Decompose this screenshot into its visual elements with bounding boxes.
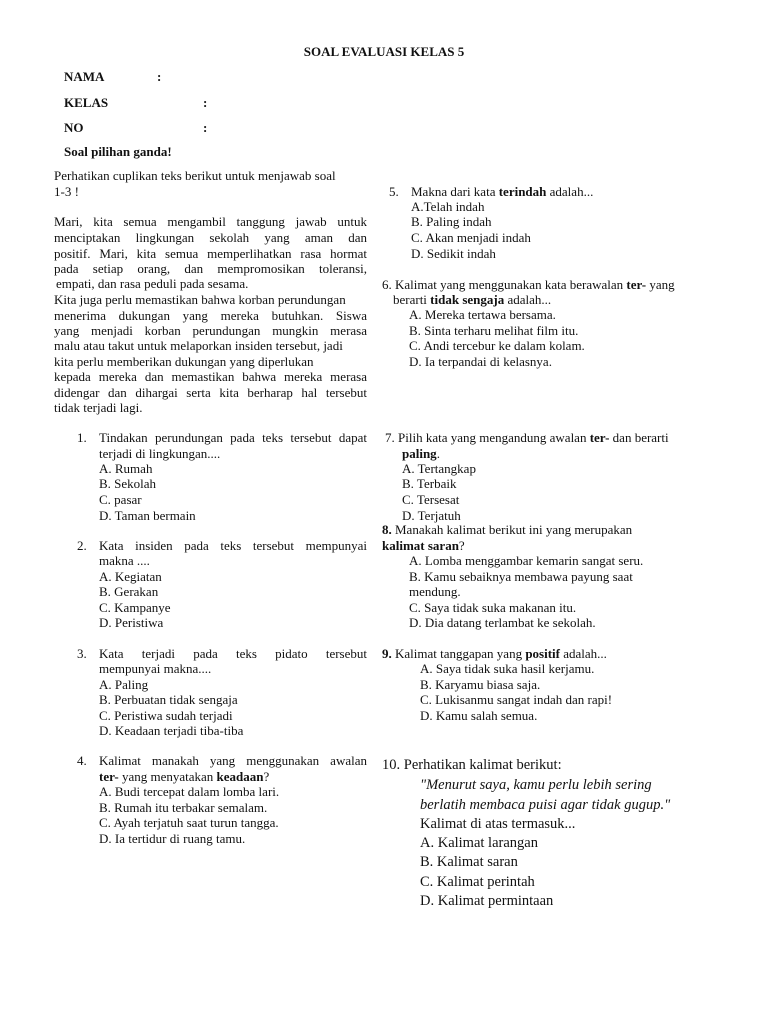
passage-line: positif. Mari, kita semua memperlihatkan rasa hormat xyxy=(54,246,367,261)
option-b[interactable]: B. Kamu sebaiknya membawa payung saat xyxy=(409,569,633,584)
option-c[interactable]: C. pasar xyxy=(99,492,142,507)
section-heading: Soal pilihan ganda! xyxy=(64,144,172,159)
option-a[interactable]: A.Telah indah xyxy=(411,199,485,214)
passage-line: menciptakan lingkungan sekolah yang aman dan xyxy=(54,230,367,245)
passage-line: pada setiap orang, dan mempromosikan toleransi, xyxy=(54,261,367,276)
passage-line: kepada mereka dan memastikan bahwa mereka merasa xyxy=(54,369,367,384)
option-b[interactable]: B. Perbuatan tidak sengaja xyxy=(99,692,238,707)
passage-line: tidak terjadi lagi. xyxy=(54,400,143,415)
option-b[interactable]: B. Terbaik xyxy=(402,476,457,491)
prefix-ter: ter- xyxy=(626,277,647,292)
option-b[interactable]: B. Sekolah xyxy=(99,476,157,491)
quote-line-1: "Menurut saya, kamu perlu lebih sering xyxy=(420,777,652,793)
option-d[interactable]: D. Keadaan terjadi tiba-tiba xyxy=(99,723,244,738)
passage-line: malu atau takut untuk melaporkan insiden tersebut, jadi xyxy=(54,338,343,353)
option-a[interactable]: A. Mereka tertawa bersama. xyxy=(409,307,556,322)
question-stem-cont: Kalimat di atas termasuk... xyxy=(420,816,576,832)
option-c[interactable]: C. Kalimat perintah xyxy=(420,874,535,890)
option-a[interactable]: A. Budi tercepat dalam lomba lari. xyxy=(99,784,280,799)
question-stem-cont: kalimat saran? xyxy=(382,538,465,553)
question-stem: 10. Perhatikan kalimat berikut: xyxy=(382,757,562,773)
option-c[interactable]: C. Peristiwa sudah terjadi xyxy=(99,708,233,723)
question-stem: Makna dari kata terindah adalah... xyxy=(411,184,594,199)
option-b[interactable]: B. Rumah itu terbakar semalam. xyxy=(99,800,268,815)
question-stem-cont: berarti tidak sengaja adalah... xyxy=(393,292,552,307)
option-a[interactable]: A. Lomba menggambar kemarin sangat seru. xyxy=(409,553,644,568)
passage-line: yang menjadi korban perundungan mungkin merasa xyxy=(54,323,367,338)
question-stem: Kalimat manakah yang menggunakan awalan xyxy=(99,753,367,768)
question-stem: 7. Pilih kata yang mengandung awalan ter- dan berarti xyxy=(385,430,669,445)
option-a[interactable]: A. Tertangkap xyxy=(402,461,476,476)
question-number: 1. xyxy=(77,430,87,445)
quote-line-2: berlatih membaca puisi agar tidak gugup." xyxy=(420,797,671,813)
option-c[interactable]: C. Tersesat xyxy=(402,492,460,507)
prefix-ter: ter- xyxy=(99,769,119,784)
question-stem-cont: ter- yang menyatakan keadaan? xyxy=(99,769,270,784)
option-c[interactable]: C. Saya tidak suka makanan itu. xyxy=(409,600,577,615)
option-d[interactable]: D. Terjatuh xyxy=(402,508,461,523)
keyword-tidak-sengaja: tidak sengaja xyxy=(430,292,505,307)
passage-line: Kita juga perlu memastikan bahwa korban perundungan xyxy=(54,292,346,307)
keyword-terindah: terindah xyxy=(498,184,547,199)
passage-line: didengar dan dihargai serta kita berharap hal tersebut xyxy=(54,385,367,400)
option-a[interactable]: A. Kegiatan xyxy=(99,569,162,584)
question-stem: 9. Kalimat tanggapan yang positif adalah... xyxy=(382,646,607,661)
question-number: 3. xyxy=(77,646,87,661)
option-a[interactable]: A. Kalimat larangan xyxy=(420,835,538,851)
question-stem: 6. Kalimat yang menggunakan kata berawalan ter- yang xyxy=(382,277,675,292)
passage-line: kita perlu memberikan dukungan yang diperlukan xyxy=(54,354,314,369)
keyword-keadaan: keadaan xyxy=(216,769,264,784)
option-d[interactable]: D. Sedikit indah xyxy=(411,246,496,261)
option-a[interactable]: A. Paling xyxy=(99,677,149,692)
nama-label: NAMA xyxy=(64,69,105,84)
question-stem-cont: mempunyai makna.... xyxy=(99,661,212,676)
question-stem: Kata terjadi pada teks pidato tersebut xyxy=(99,646,367,661)
passage-line: menerima dukungan yang mereka butuhkan. Siswa xyxy=(54,308,367,323)
question-stem: Kata insiden pada teks tersebut mempunyai xyxy=(99,538,367,553)
passage-line: empati, dan rasa peduli pada sesama. xyxy=(56,276,249,291)
option-b[interactable]: B. Karyamu biasa saja. xyxy=(420,677,541,692)
option-b-cont[interactable]: mendung. xyxy=(409,584,461,599)
option-d[interactable]: D. Taman bermain xyxy=(99,508,196,523)
no-colon: : xyxy=(203,120,208,135)
page-title: SOAL EVALUASI KELAS 5 xyxy=(303,44,465,59)
prefix-ter: ter- xyxy=(589,430,610,445)
option-c[interactable]: C. Lukisanmu sangat indah dan rapi! xyxy=(420,692,613,707)
question-stem-cont: terjadi di lingkungan.... xyxy=(99,446,221,461)
option-c[interactable]: C. Akan menjadi indah xyxy=(411,230,531,245)
passage-intro: Perhatikan cuplikan teks berikut untuk menjawab soal xyxy=(54,168,336,183)
question-number: 9. xyxy=(382,646,392,661)
question-number: 4. xyxy=(77,753,87,768)
passage-intro-range: 1-3 ! xyxy=(54,184,79,199)
option-b[interactable]: B. Gerakan xyxy=(99,584,159,599)
question-stem: 8. Manakah kalimat berikut ini yang merupakan xyxy=(382,522,633,537)
question-stem-cont: paling. xyxy=(402,446,440,461)
no-label: NO xyxy=(64,120,84,135)
keyword-paling: paling xyxy=(402,446,437,461)
question-number: 2. xyxy=(77,538,87,553)
kelas-label: KELAS xyxy=(64,95,109,110)
option-b[interactable]: B. Paling indah xyxy=(411,214,492,229)
keyword-kalimat-saran: kalimat saran xyxy=(382,538,459,553)
option-b[interactable]: B. Kalimat saran xyxy=(420,854,518,870)
option-d[interactable]: D. Dia datang terlambat ke sekolah. xyxy=(409,615,596,630)
option-d[interactable]: D. Ia terpandai di kelasnya. xyxy=(409,354,552,369)
question-number: 8. xyxy=(382,522,392,537)
option-d[interactable]: D. Ia tertidur di ruang tamu. xyxy=(99,831,246,846)
option-a[interactable]: A. Saya tidak suka hasil kerjamu. xyxy=(420,661,595,676)
option-b[interactable]: B. Sinta terharu melihat film itu. xyxy=(409,323,579,338)
option-c[interactable]: C. Kampanye xyxy=(99,600,171,615)
passage-line: Mari, kita semua mengambil tanggung jawab untuk xyxy=(54,214,367,229)
question-stem-cont: makna .... xyxy=(99,553,150,568)
kelas-colon: : xyxy=(203,95,208,110)
nama-colon: : xyxy=(157,69,162,84)
option-d[interactable]: D. Kalimat permintaan xyxy=(420,893,554,909)
option-d[interactable]: D. Kamu salah semua. xyxy=(420,708,538,723)
question-number: 5. xyxy=(389,184,399,199)
keyword-positif: positif xyxy=(525,646,560,661)
option-c[interactable]: C. Ayah terjatuh saat turun tangga. xyxy=(99,815,279,830)
option-a[interactable]: A. Rumah xyxy=(99,461,153,476)
option-d[interactable]: D. Peristiwa xyxy=(99,615,164,630)
question-stem: Tindakan perundungan pada teks tersebut dapat xyxy=(99,430,367,445)
option-c[interactable]: C. Andi tercebur ke dalam kolam. xyxy=(409,338,585,353)
